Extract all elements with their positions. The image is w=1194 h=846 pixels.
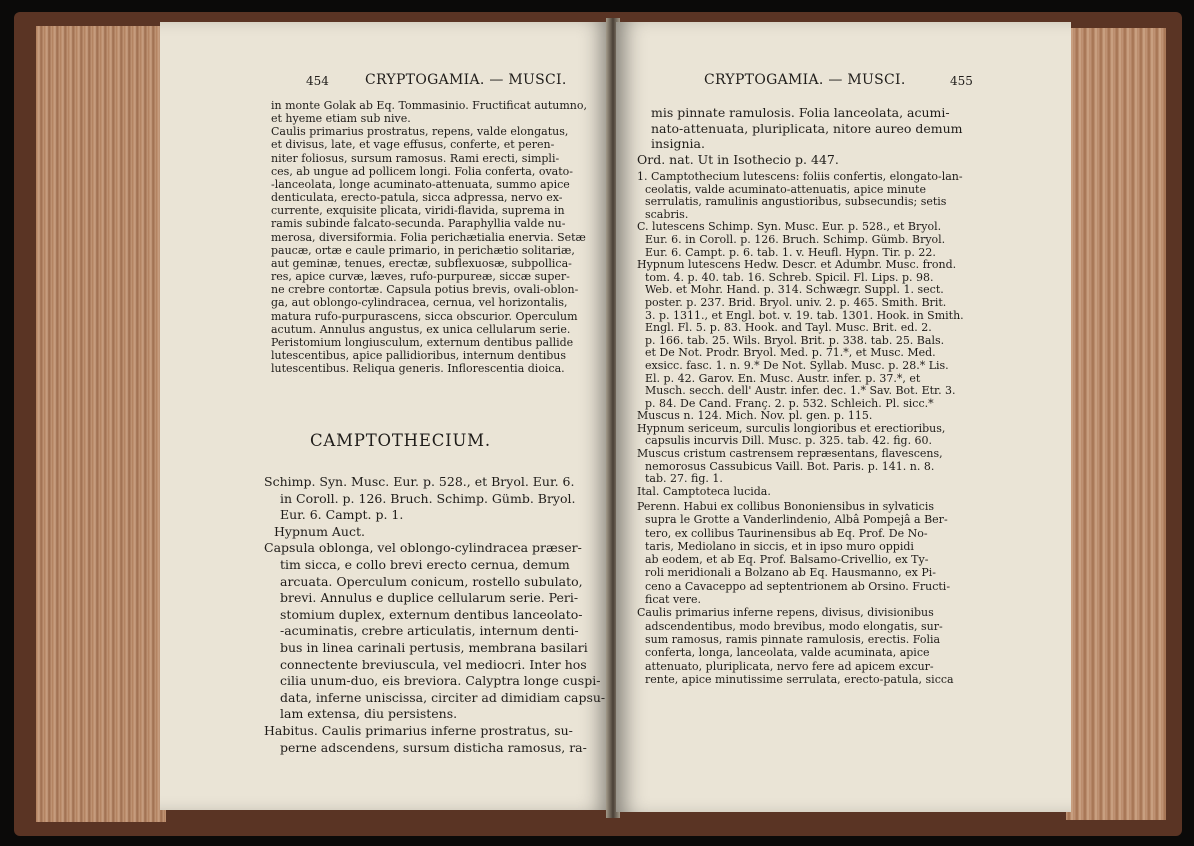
text-line: aut geminæ, tenues, erectæ, subflexuosæ, subpollica-: [271, 256, 572, 270]
text-line: Ord. nat. Ut in Isothecio p. 447.: [637, 151, 839, 167]
text-line: et hyeme etiam sub nive.: [271, 112, 411, 126]
text-line: Habitus. Caulis primarius inferne prostratus, su-: [264, 722, 573, 738]
text-line: insignia.: [651, 136, 705, 151]
text-line: Hypnum sericeum, surculis longioribus et erectioribus,: [637, 421, 946, 435]
text-line: Peristomium longiusculum, externum dentibus pallide: [271, 335, 574, 349]
text-line: p. 166. tab. 25. Wils. Bryol. Brit. p. 338. tab. 25. Bals.: [645, 333, 945, 347]
text-line: Capsula oblonga, vel oblongo-cylindracea præser-: [264, 540, 582, 556]
genus-description: [264, 474, 605, 756]
species-entry: [637, 171, 964, 498]
text-line: tom. 4. p. 40. tab. 16. Schreb. Spicil. Fl. Lips. p. 98.: [645, 270, 934, 284]
running-head-left: CRYPTOGAMIA. — MUSCI.: [365, 72, 567, 88]
text-line: et De Not. Prodr. Bryol. Med. p. 71.*, et Musc. Med.: [645, 346, 936, 360]
text-line: p. 84. De Cand. Franç. 2. p. 532. Schleich. Pl. sicc.*: [645, 396, 934, 410]
text-line: ne crebre contortæ. Capsula potius brevis, ovali-oblon-: [271, 283, 579, 297]
running-head-right: CRYPTOGAMIA. — MUSCI.: [704, 72, 906, 88]
text-line: conferta, longa, lanceolata, valde acuminata, apice: [645, 646, 930, 660]
text-line: -lanceolata, longe acuminato-attenuata, summo apice: [271, 177, 570, 191]
text-line: in monte Golak ab Eq. Tommasinio. Fructificat autumno,: [271, 99, 588, 112]
text-line: attenuato, pluriplicata, nervo fere ad apicem excur-: [645, 659, 934, 673]
text-line: Hypnum lutescens Hedw. Descr. et Adumbr. Musc. frond.: [637, 258, 957, 272]
text-line: stomium duplex, externum dentibus lanceolato-: [280, 606, 583, 622]
text-line: roli meridionali a Bolzano ab Eq. Hausmanno, ex Pi-: [645, 566, 936, 580]
text-line: niter foliosus, sursum ramosus. Rami erecti, simpli-: [271, 151, 560, 165]
text-line: currente, exquisite plicata, viridi-flavida, suprema in: [271, 204, 565, 218]
text-line: bus in linea carinali pertusis, membrana basilari: [280, 639, 588, 655]
text-line: Muscus cristum castrensem repræsentans, flavescens,: [637, 447, 943, 461]
text-line: serrulatis, ramulinis angustioribus, subsecundis; setis: [645, 195, 947, 209]
page-number-left: 454: [306, 74, 329, 88]
text-line: matura rufo-purpurascens, sicca obscurior. Operculum: [271, 309, 578, 323]
text-line: Eur. 6. Campt. p. 6. tab. 1. v. Heufl. Hypn. Tir. p. 22.: [645, 245, 936, 259]
text-line: ga, aut oblongo-cylindracea, cernua, vel horizontalis,: [271, 296, 568, 310]
text-line: El. p. 42. Garov. En. Musc. Austr. infer. p. 37.*, et: [645, 371, 921, 385]
text-line: -acuminatis, crebre articulatis, internum denti-: [280, 623, 579, 639]
right-page-edges: [1066, 28, 1166, 820]
text-line: lam extensa, diu persistens.: [280, 706, 458, 722]
right-page: [616, 22, 1071, 812]
text-line: Muscus n. 124. Mich. Nov. pl. gen. p. 115.: [637, 409, 873, 423]
text-line: acutum. Annulus angustus, ex unica cellularum serie.: [271, 322, 571, 336]
text-line: ficat vere.: [645, 593, 701, 607]
text-line: in Coroll. p. 126. Bruch. Schimp. Gümb. Bryol.: [280, 490, 576, 506]
text-line: adscendentibus, modo brevibus, modo elongatis, sur-: [645, 619, 943, 633]
text-line: poster. p. 237. Brid. Bryol. univ. 2. p. 465. Smith. Brit.: [645, 295, 947, 309]
text-line: Ital. Camptoteca lucida.: [637, 484, 771, 498]
text-line: Musch. secch. dell' Austr. infer. dec. 1.* Sav. Bot. Etr. 3.: [645, 384, 956, 398]
text-line: scabris.: [645, 207, 689, 221]
habitat-entry: [637, 500, 954, 686]
continued-text: [637, 105, 963, 167]
page-number-right: 455: [950, 74, 973, 88]
text-line: nemorosus Cassubicus Vaill. Bot. Paris. p. 141. n. 8.: [645, 459, 935, 473]
text-line: paucæ, ortæ e caule primario, in perichætio solitariæ,: [271, 243, 575, 257]
text-line: C. lutescens Schimp. Syn. Musc. Eur. p. 528., et Bryol.: [637, 220, 942, 234]
text-line: denticulata, erecto-patula, sicca adpressa, nervo ex-: [271, 191, 563, 205]
text-line: et divisus, late, et vage effusus, conferte, et peren-: [271, 138, 555, 152]
left-page: [160, 22, 610, 810]
text-line: brevi. Annulus e duplice cellularum serie. Peri-: [280, 590, 579, 606]
text-line: ces, ab ungue ad pollicem longi. Folia conferta, ovato-: [271, 164, 573, 178]
text-line: 1. Camptothecium lutescens: foliis confertis, elongato-lan-: [637, 170, 963, 183]
text-line: cilia unum-duo, eis breviora. Calyptra longe cuspi-: [280, 673, 601, 689]
text-line: Engl. Fl. 5. p. 83. Hook. and Tayl. Musc. Brit. ed. 2.: [645, 321, 932, 335]
text-line: Web. et Mohr. Hand. p. 314. Schwægr. Suppl. 1. sect.: [645, 283, 944, 297]
text-line: Eur. 6. Campt. p. 1.: [280, 507, 404, 523]
text-line: ceolatis, valde acuminato-attenuatis, apice minute: [645, 182, 926, 196]
text-line: lutescentibus, apice pallidioribus, internum dentibus: [271, 348, 567, 362]
text-line: ramis subinde falcato-secunda. Paraphyllia valde nu-: [271, 217, 566, 231]
text-line: tab. 27. fig. 1.: [645, 472, 723, 486]
left-page-edges: [36, 26, 166, 822]
text-line: tim sicca, e collo brevi erecto cernua, demum: [280, 556, 570, 572]
text-line: mis pinnate ramulosis. Folia lanceolata, acumi-: [651, 105, 950, 120]
text-line: Caulis primarius prostratus, repens, valde elongatus,: [271, 125, 569, 139]
text-line: nato-attenuata, pluriplicata, nitore aureo demum: [651, 120, 963, 136]
text-line: taris, Mediolano in siccis, et in ipso muro oppidi: [645, 539, 914, 553]
text-line: Hypnum Auct.: [274, 523, 365, 539]
text-line: Perenn. Habui ex collibus Bononiensibus in sylvaticis: [637, 500, 935, 513]
text-line: supra le Grotte a Vanderlindenio, Albâ Pompejâ a Ber-: [645, 513, 948, 527]
text-line: lutescentibus. Reliqua generis. Inflorescentia dioica.: [271, 362, 565, 376]
text-line: connectente breviuscula, vel mediocri. Inter hos: [280, 656, 587, 672]
text-line: 3. p. 1311., et Engl. bot. v. 19. tab. 1301. Hook. in Smith.: [645, 308, 964, 322]
text-line: tero, ex collibus Taurinensibus ab Eq. Prof. De No-: [645, 526, 928, 540]
text-line: rente, apice minutissime serrulata, erecto-patula, sicca: [645, 672, 954, 686]
text-line: Caulis primarius inferne repens, divisus, divisionibus: [637, 606, 934, 620]
text-line: ab eodem, et ab Eq. Prof. Balsamo-Crivellio, ex Ty-: [645, 553, 929, 567]
text-line: Eur. 6. in Coroll. p. 126. Bruch. Schimp. Gümb. Bryol.: [645, 232, 946, 246]
section-text: [271, 99, 587, 375]
text-line: ceno a Cavaceppo ad septentrionem ab Orsino. Fructi-: [645, 579, 951, 593]
text-line: exsicc. fasc. 1. n. 9.* De Not. Syllab. Musc. p. 28.* Lis.: [645, 358, 949, 372]
text-line: capsulis incurvis Dill. Musc. p. 325. tab. 42. fig. 60.: [645, 434, 933, 448]
text-line: Schimp. Syn. Musc. Eur. p. 528., et Bryol. Eur. 6.: [264, 474, 575, 489]
text-line: merosa, diversiformia. Folia perichætialia enervia. Setæ: [271, 230, 586, 244]
genus-heading: CAMPTOTHECIUM.: [310, 431, 491, 450]
text-line: data, inferne uniscissa, circiter ad dimidiam capsu-: [280, 689, 606, 705]
text-line: perne adscendens, sursum disticha ramosus, ra-: [280, 739, 587, 755]
text-line: sum ramosus, ramis pinnate ramulosis, erectis. Folia: [645, 632, 941, 646]
text-line: res, apice curvæ, læves, rufo-purpureæ, siccæ super-: [271, 270, 570, 284]
text-line: arcuata. Operculum conicum, rostello subulato,: [280, 573, 583, 589]
